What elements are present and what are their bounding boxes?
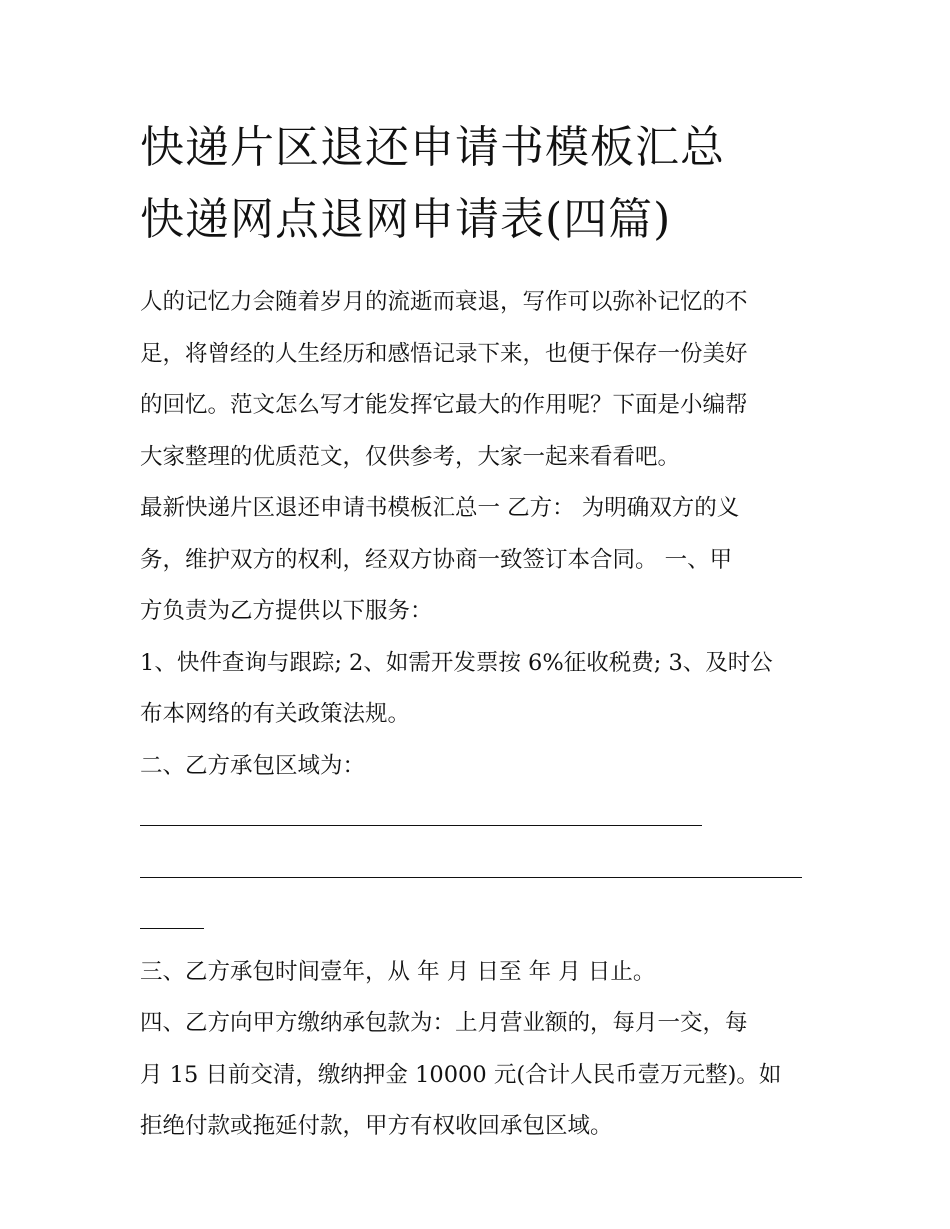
blank-fill-line (140, 792, 816, 844)
text-line: 的回忆。范文怎么写才能发挥它最大的作用呢？下面是小编帮 (140, 392, 748, 418)
text-line: 四、乙方向甲方缴纳承包款为：上月营业额的，每月一交，每 (140, 1010, 748, 1036)
title-line-1: 快递片区退还申请书模板汇总 (140, 122, 725, 173)
underline (140, 928, 204, 929)
text-line: 1、快件查询与跟踪; 2、如需开发票按 6%征收税费; 3、及时公 (140, 649, 773, 676)
text-line: 二、乙方承包区域为： (140, 752, 366, 779)
document-body (140, 277, 816, 1153)
blank-fill-line (140, 895, 816, 947)
title-line-2: 快递网点退网申请表(四篇) (140, 194, 672, 245)
text-line: 大家整理的优质范文，仅供参考，大家一起来看看吧。 (140, 443, 681, 470)
payment-paragraph (140, 998, 816, 1153)
text-line: 最新快递片区退还申请书模板汇总一 乙方： 为明确双方的义 (140, 495, 740, 521)
services-paragraph (140, 638, 816, 741)
blank-fill-line (140, 844, 816, 896)
text-line: 月 15 日前交清，缴纳押金 10000 元(合计人民币壹万元整)。如 (140, 1061, 782, 1088)
text-line: 人的记忆力会随着岁月的流逝而衰退，写作可以弥补记忆的不 (140, 289, 748, 315)
area-label (140, 741, 816, 793)
section-one-paragraph (140, 483, 816, 638)
underline (140, 825, 702, 826)
text-line: 拒绝付款或拖延付款，甲方有权收回承包区域。 (140, 1113, 613, 1139)
underline (140, 877, 802, 878)
text-line: 方负责为乙方提供以下服务： (140, 598, 433, 624)
term-paragraph (140, 947, 816, 999)
text-line: 足，将曾经的人生经历和感悟记录下来，也便于保存一份美好 (140, 340, 748, 367)
intro-paragraph (140, 277, 816, 483)
text-line: 三、乙方承包时间壹年，从 年 月 日至 年 月 日止。 (140, 958, 656, 985)
document-title (140, 112, 820, 256)
text-line: 布本网络的有关政策法规。 (140, 701, 411, 727)
text-line: 务，维护双方的权利，经双方协商一致签订本合同。 一、甲 (140, 546, 733, 573)
